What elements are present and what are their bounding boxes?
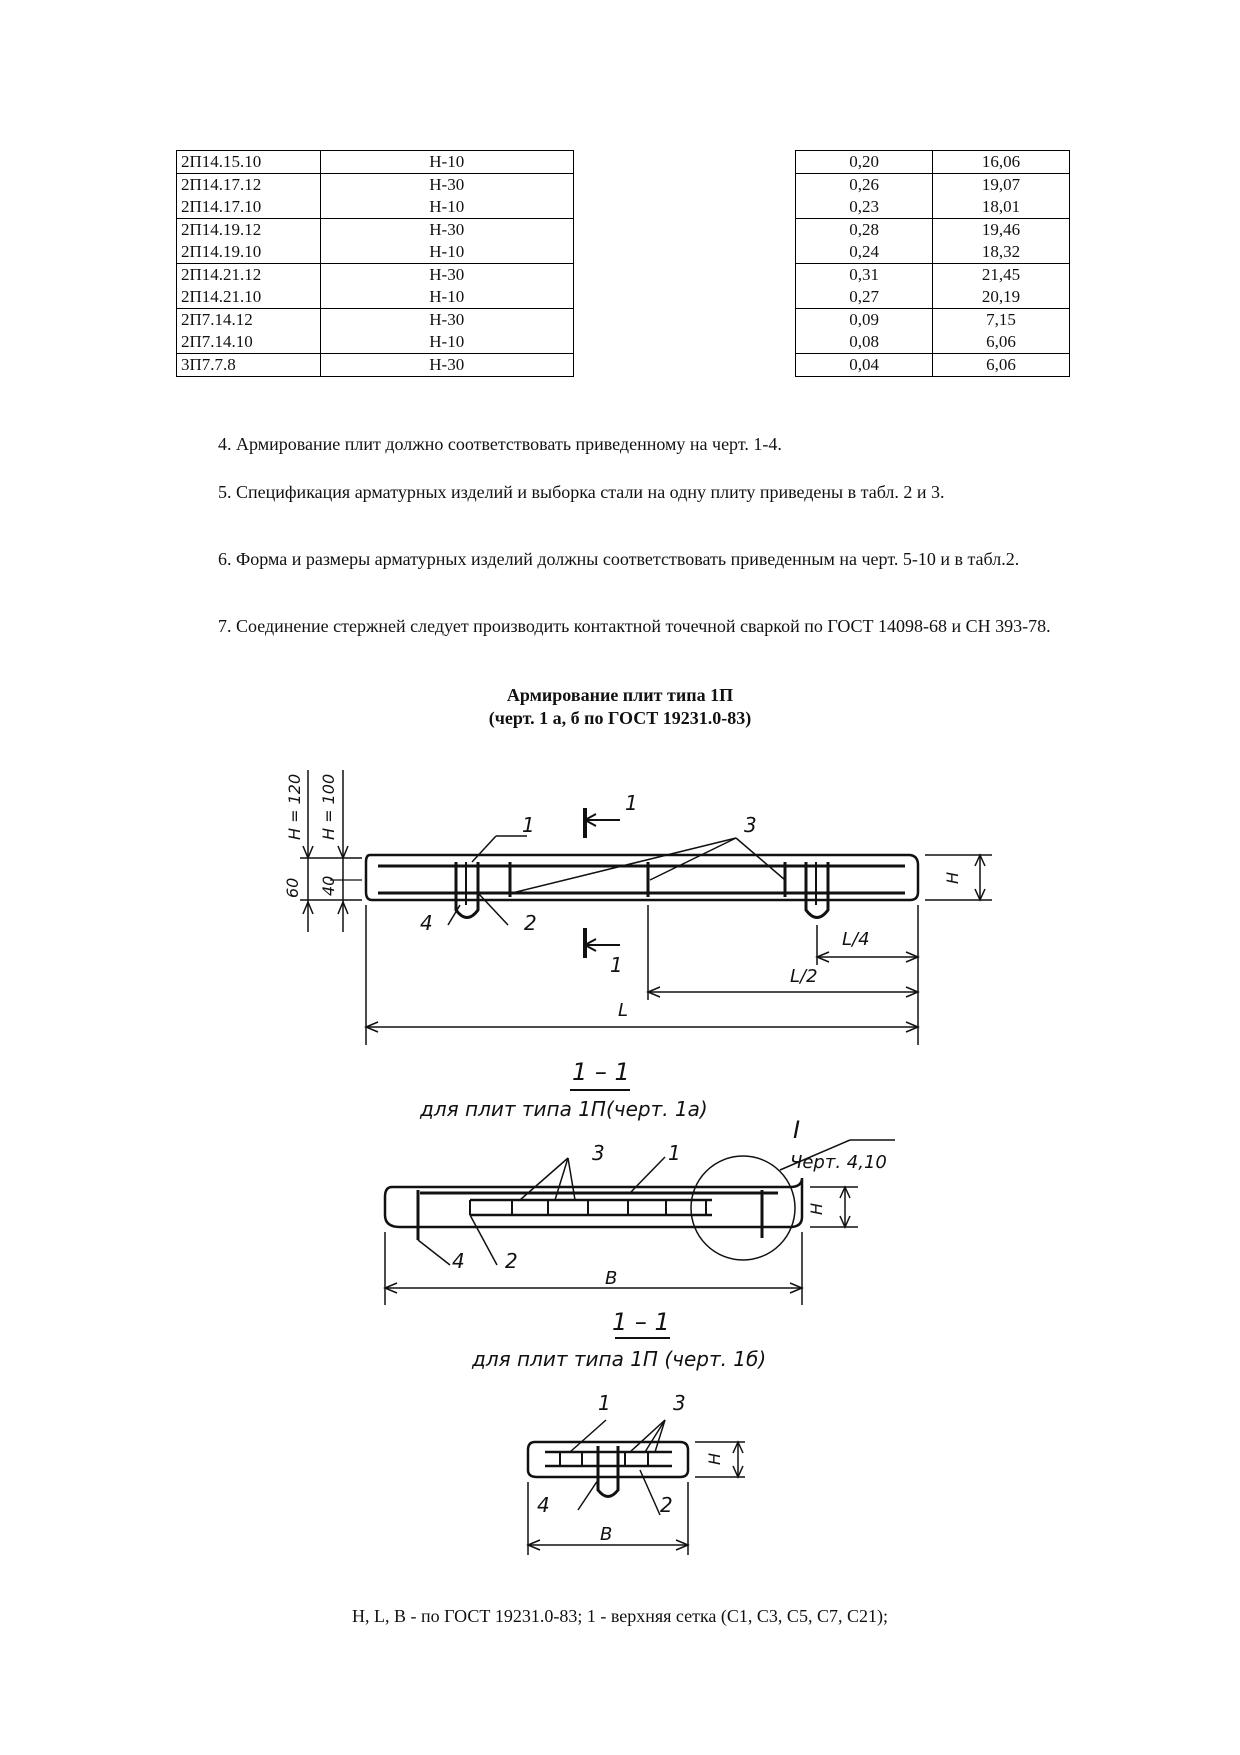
cell-volume: 0,31 <box>796 264 933 287</box>
label-roman-I: I <box>793 1116 801 1144</box>
cell-mass: 21,45 <box>933 264 1070 287</box>
cell-mass: 20,19 <box>933 286 1070 309</box>
label-H-a: H <box>807 1202 826 1215</box>
label-B-b: B <box>600 1524 613 1545</box>
label-L2: L/2 <box>790 966 818 987</box>
cell-load: Н-30 <box>320 309 573 332</box>
cell-code: 2П14.21.12 <box>177 264 321 287</box>
label-1-b: 1 <box>598 1391 611 1415</box>
cell-mass: 7,15 <box>933 309 1070 332</box>
label-60: 60 <box>283 877 302 898</box>
cell-volume: 0,04 <box>796 354 933 377</box>
label-B-a: B <box>605 1268 618 1289</box>
figure-title-line2: (черт. 1 а, б по ГОСТ 19231.0-83) <box>488 708 752 728</box>
cell-volume: 0,20 <box>796 151 933 174</box>
section-b-subtitle: для плит типа 1П (черт. 1б) <box>472 1347 767 1371</box>
drawing-labels <box>283 774 962 1545</box>
cell-mass: 6,06 <box>933 354 1070 377</box>
section-b-title: 1 – 1 <box>612 1308 670 1336</box>
paragraph-4-text: 4. Армирование плит должно соответствовать приведенному на черт. 1-4. <box>218 434 782 454</box>
label-2-b: 2 <box>660 1493 673 1517</box>
cell-code: 2П14.19.12 <box>177 219 321 242</box>
label-section-1-top: 1 <box>625 791 638 815</box>
label-3-b: 3 <box>673 1391 686 1415</box>
label-1-a: 1 <box>668 1141 681 1165</box>
label-H-top: H <box>943 871 962 884</box>
label-h120: H = 120 <box>285 773 304 840</box>
label-3-top: 3 <box>744 813 757 837</box>
cell-mass: 16,06 <box>933 151 1070 174</box>
label-h100: H = 100 <box>319 773 338 840</box>
label-3-a: 3 <box>592 1141 605 1165</box>
cell-volume: 0,24 <box>796 241 933 264</box>
label-4-a: 4 <box>452 1249 465 1273</box>
figure-caption: H, L, B - по ГОСТ 19231.0-83; 1 - верхняя сетка (С1, С3, С5, С7, С21); <box>352 1606 888 1626</box>
cell-code: 2П14.17.10 <box>177 196 321 219</box>
cell-load: Н-30 <box>320 354 573 377</box>
cell-mass: 19,07 <box>933 174 1070 197</box>
cell-code: 2П14.19.10 <box>177 241 321 264</box>
figure-title-line1: Армирование плит типа 1П <box>506 685 734 705</box>
cell-code: 2П14.17.12 <box>177 174 321 197</box>
cell-load: Н-30 <box>320 219 573 242</box>
plate-longitudinal-view <box>300 770 992 1045</box>
cell-code: 3П7.7.8 <box>177 354 321 377</box>
cell-volume: 0,08 <box>796 331 933 354</box>
cell-load: Н-30 <box>320 174 573 197</box>
paragraph-7-text: 7. Соединение стержней следует производить контактной точечной сваркой по ГОСТ 14098-68 и СН 393-78. <box>218 616 1051 636</box>
cell-load: Н-10 <box>320 241 573 264</box>
cell-mass: 19,46 <box>933 219 1070 242</box>
label-2-top: 2 <box>524 911 537 935</box>
label-L: L <box>618 1000 629 1021</box>
cell-load: Н-10 <box>320 151 573 174</box>
label-chert-4-10: Черт. 4,10 <box>790 1152 887 1173</box>
label-L4: L/4 <box>842 929 870 950</box>
cell-code: 2П7.14.12 <box>177 309 321 332</box>
paragraph-6-text: 6. Форма и размеры арматурных изделий должны соответствовать приведенным на черт. 5-10 и в табл.2. <box>218 549 1020 569</box>
label-4-top: 4 <box>420 911 433 935</box>
cell-volume: 0,27 <box>796 286 933 309</box>
label-section-1-bottom: 1 <box>610 953 623 977</box>
label-H-b: H <box>705 1452 724 1465</box>
cell-volume: 0,23 <box>796 196 933 219</box>
cell-mass: 6,06 <box>933 331 1070 354</box>
cell-volume: 0,09 <box>796 309 933 332</box>
section-a-title: 1 – 1 <box>572 1058 630 1086</box>
cell-volume: 0,26 <box>796 174 933 197</box>
cell-code: 2П14.21.10 <box>177 286 321 309</box>
section-a-subtitle: для плит типа 1П(черт. 1а) <box>420 1097 708 1121</box>
label-1-top: 1 <box>522 813 535 837</box>
cell-load: Н-10 <box>320 331 573 354</box>
label-4-b: 4 <box>537 1493 550 1517</box>
cell-volume: 0,28 <box>796 219 933 242</box>
cell-code: 2П14.15.10 <box>177 151 321 174</box>
cell-load: Н-10 <box>320 286 573 309</box>
label-40: 40 <box>319 875 338 896</box>
cell-load: Н-10 <box>320 196 573 219</box>
label-2-a: 2 <box>505 1249 518 1273</box>
cell-code: 2П7.14.10 <box>177 331 321 354</box>
paragraph-5-text: 5. Спецификация арматурных изделий и выборка стали на одну плиту приведены в табл. 2 и 3. <box>218 482 945 502</box>
cell-mass: 18,01 <box>933 196 1070 219</box>
cell-mass: 18,32 <box>933 241 1070 264</box>
cell-load: Н-30 <box>320 264 573 287</box>
